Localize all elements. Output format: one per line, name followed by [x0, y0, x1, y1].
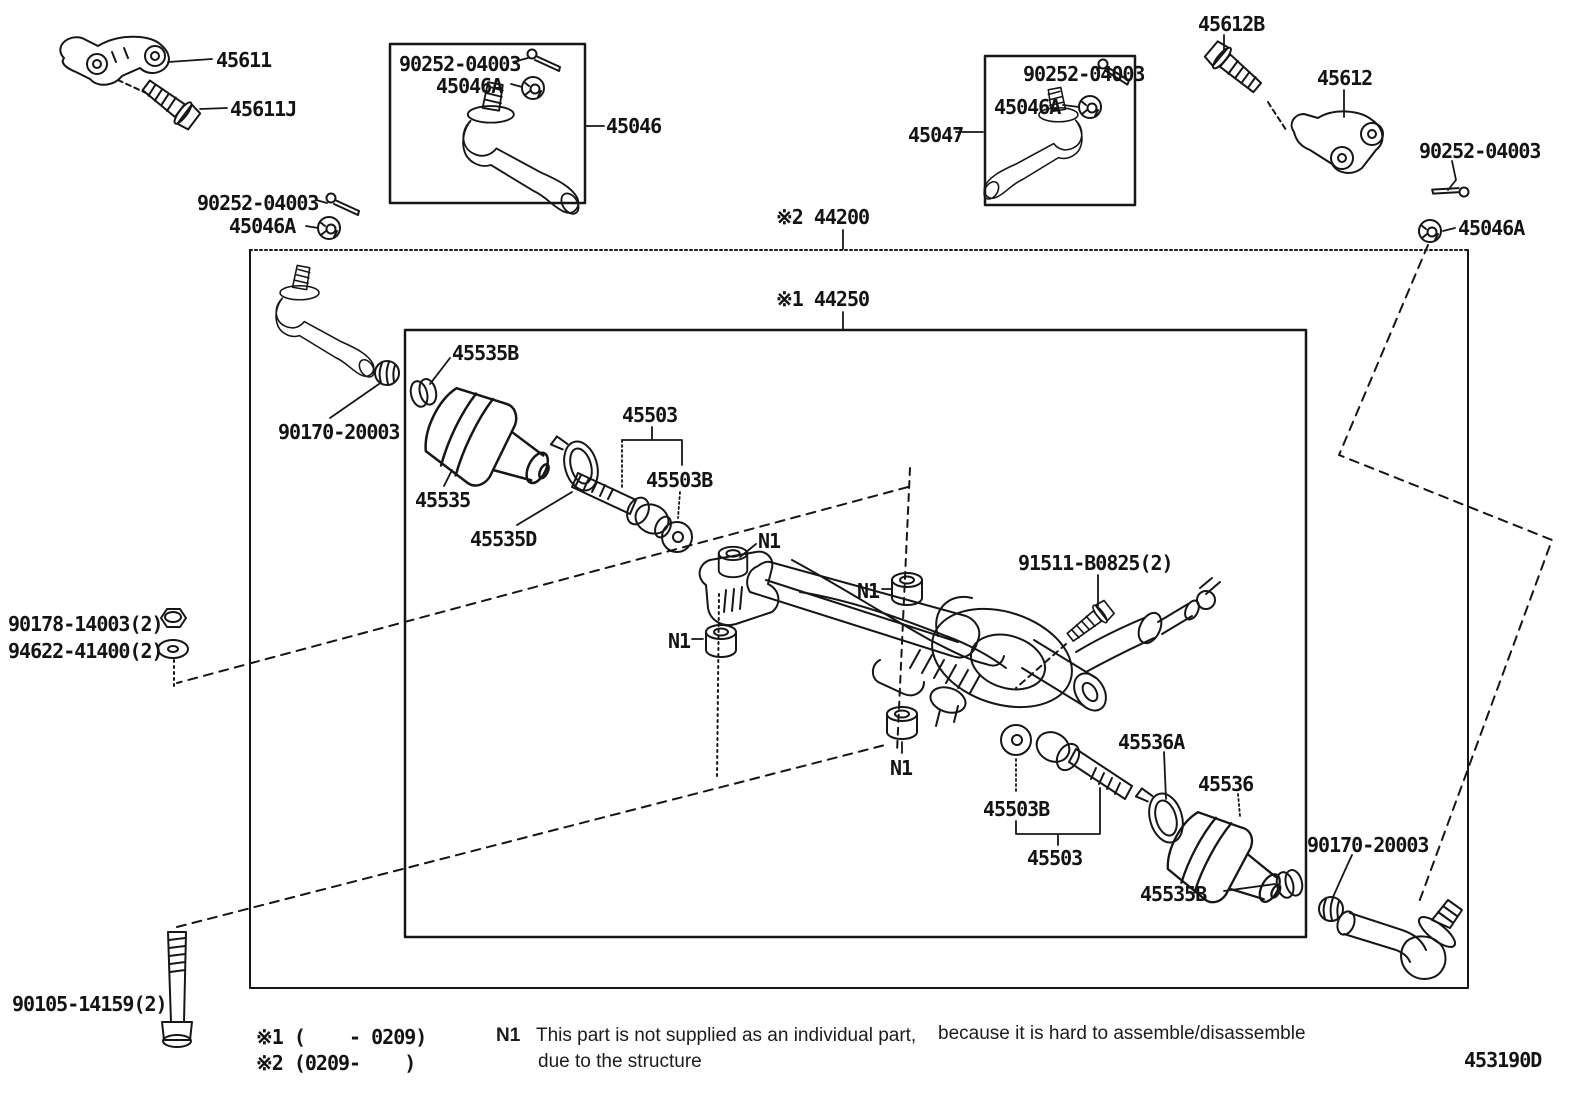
part-label-44250: ※1 44250	[776, 287, 870, 311]
part-label-45535b-top: 45535B	[452, 341, 519, 365]
part-label-91511: 91511-B0825(2)	[1018, 551, 1173, 575]
part-label-45046a-right: 45046A	[1458, 216, 1525, 240]
part-label-45046: 45046	[606, 114, 662, 138]
part-label-94622: 94622-41400(2)	[8, 639, 163, 663]
footnote-n1-text-3: due to the structure	[538, 1051, 702, 1072]
part-label-90105: 90105-14159(2)	[12, 992, 167, 1016]
part-label-90252-box2: 90252-04003	[1023, 62, 1145, 86]
part-label-45503b-bottom: 45503B	[983, 797, 1050, 821]
part-label-45535: 45535	[415, 488, 471, 512]
part-label-45612b: 45612B	[1198, 12, 1265, 36]
part-label-45503-top: 45503	[622, 403, 678, 427]
part-label-n1-d: N1	[890, 756, 913, 780]
part-label-45535b-bottom: 45535B	[1140, 882, 1207, 906]
part-label-90252-left: 90252-04003	[197, 191, 319, 215]
part-label-45046a-left: 45046A	[229, 214, 296, 238]
part-label-90252-right: 90252-04003	[1419, 139, 1541, 163]
footnote-mark-1: ※1 ( - 0209)	[256, 1025, 427, 1049]
part-label-90252-box1: 90252-04003	[399, 52, 521, 76]
part-label-45046a-box2: 45046A	[994, 95, 1061, 119]
footnote-n1-key: N1	[496, 1025, 521, 1046]
part-label-45611: 45611	[216, 48, 272, 72]
footnote-n1-text-1: This part is not supplied as an individual part,	[536, 1025, 917, 1046]
footnote-n1-text-2: because it is hard to assemble/disassemble	[938, 1023, 1306, 1044]
part-label-45047: 45047	[908, 123, 964, 147]
part-label-45612: 45612	[1317, 66, 1373, 90]
part-label-90170-right: 90170-20003	[1307, 833, 1429, 857]
part-label-44200: ※2 44200	[776, 205, 870, 229]
part-label-n1-b: N1	[857, 579, 880, 603]
part-label-45535d: 45535D	[470, 527, 537, 551]
part-label-90178: 90178-14003(2)	[8, 612, 163, 636]
part-label-45046a-box1: 45046A	[436, 74, 503, 98]
part-label-45536: 45536	[1198, 772, 1254, 796]
part-label-90170-left: 90170-20003	[278, 420, 400, 444]
part-label-45536a: 45536A	[1118, 730, 1185, 754]
part-label-45611j: 45611J	[230, 97, 297, 121]
footnote-mark-2: ※2 (0209- )	[256, 1051, 416, 1075]
part-label-45503-bottom: 45503	[1027, 846, 1083, 870]
part-label-45503b-top: 45503B	[646, 468, 713, 492]
part-label-n1-c: N1	[668, 629, 691, 653]
diagram-number: 453190D	[1464, 1048, 1542, 1072]
part-label-n1-a: N1	[758, 529, 781, 553]
